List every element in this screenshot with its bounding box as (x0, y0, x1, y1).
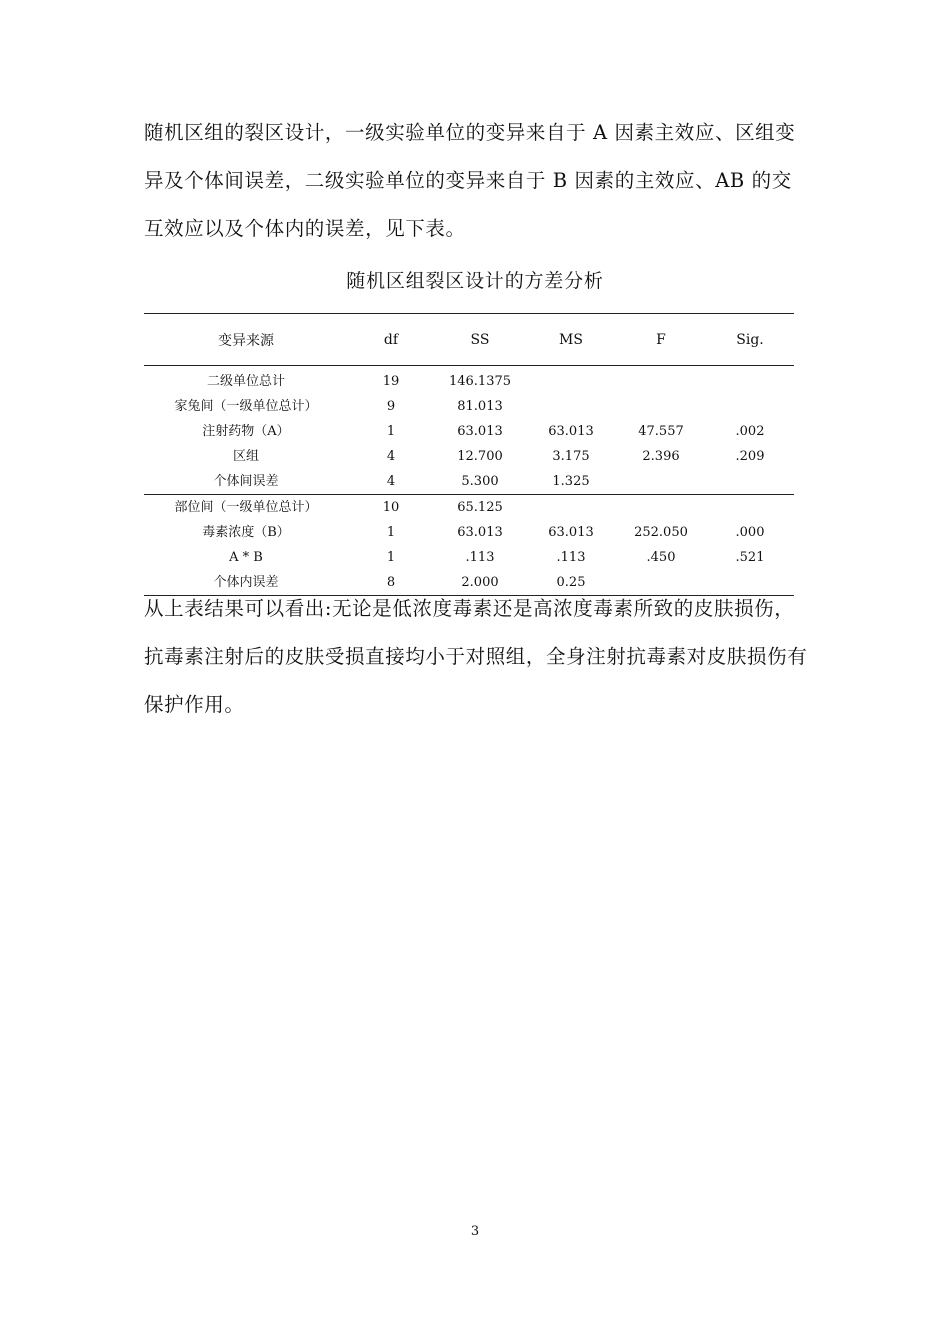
table-row (144, 495, 794, 521)
table-cell (616, 394, 706, 419)
header-ss: SS (434, 314, 526, 366)
table-cell: 2.000 (434, 570, 526, 596)
table-cell: 81.013 (457, 399, 503, 414)
table-cell: 毒素浓度（B） (202, 525, 290, 540)
header-sig: Sig. (706, 314, 794, 366)
table-cell: 注射药物（A） (202, 424, 290, 439)
header-ms: MS (526, 314, 616, 366)
table-cell: .450 (646, 550, 676, 565)
table-cell: 12.700 (457, 449, 503, 464)
table-row (144, 369, 794, 394)
table-cell: 65.125 (434, 495, 526, 521)
table-cell: 4 (386, 449, 396, 464)
table-cell (616, 469, 706, 495)
table-cell: 4 (386, 474, 396, 489)
table-cell (616, 369, 706, 394)
table-cell: .113 (556, 550, 586, 565)
table-cell (526, 495, 616, 521)
table-cell: A * B (229, 550, 263, 565)
table-cell: 63.013 (457, 525, 503, 540)
table-cell: 1 (386, 424, 396, 439)
table-cell: 1.325 (552, 474, 590, 489)
table-row (144, 444, 794, 469)
table-cell: 47.557 (638, 424, 684, 439)
table-cell: 区组 (232, 449, 259, 464)
table-cell (526, 394, 616, 419)
table-cell: .521 (735, 550, 765, 565)
table-cell: .000 (735, 525, 765, 540)
table-cell (616, 495, 706, 521)
table-cell: 146.1375 (448, 374, 512, 389)
header-f: F (616, 314, 706, 366)
table-title: 随机区组裂区设计的方差分析 (346, 270, 604, 292)
table-cell: .002 (735, 424, 765, 439)
table-cell: 3.175 (552, 449, 590, 464)
table-cell: .209 (735, 449, 765, 464)
table-row (144, 419, 794, 444)
table-header-row (144, 314, 794, 366)
intro-paragraph: 随机区组的裂区设计，一级实验单位的变异来自于 A 因素主效应、区组变异及个体间误差，二级实验单位的变异来自于 B 因素的主效应、AB 的交互效应以及个体内的误差，见下表。 (144, 121, 796, 240)
table-cell: 252.050 (634, 525, 688, 540)
header-df: df (348, 314, 434, 366)
table-cell: 家兔间（一级单位总计） (174, 399, 318, 414)
table-cell: 个体内误差 (144, 570, 348, 596)
table-cell: 19 (382, 374, 400, 389)
table-cell (706, 369, 794, 394)
table-cell: .113 (465, 550, 495, 565)
table-cell (706, 469, 794, 495)
anova-table (144, 313, 794, 596)
table-row (144, 545, 794, 570)
table-cell: 二级单位总计 (206, 374, 285, 389)
table-cell (706, 495, 794, 521)
table-cell: 8 (348, 570, 434, 596)
table-cell: 63.013 (548, 424, 594, 439)
conclusion-paragraph: 从上表结果可以看出:无论是低浓度毒素还是高浓度毒素所致的皮肤损伤，抗毒素注射后的皮肤受损直接均小于对照组，全身注射抗毒素对皮肤损伤有保护作用。 (144, 597, 808, 716)
page-number: 3 (470, 1224, 480, 1239)
table-cell: 63.013 (548, 525, 594, 540)
table-cell: 9 (386, 399, 396, 414)
table-cell: 63.013 (457, 424, 503, 439)
table-row (144, 394, 794, 419)
table-row (144, 469, 794, 495)
table-cell (706, 394, 794, 419)
table-cell: 部位间（一级单位总计） (144, 495, 348, 521)
table-cell: 个体间误差 (213, 474, 279, 489)
table-cell: 1 (386, 550, 396, 565)
table-cell: 1 (386, 525, 396, 540)
table-cell: 0.25 (526, 570, 616, 596)
table-row (144, 520, 794, 545)
table-cell: 10 (348, 495, 434, 521)
header-source: 变异来源 (144, 314, 348, 366)
table-cell (526, 369, 616, 394)
table-cell: 2.396 (642, 449, 680, 464)
table-cell: 5.300 (461, 474, 499, 489)
